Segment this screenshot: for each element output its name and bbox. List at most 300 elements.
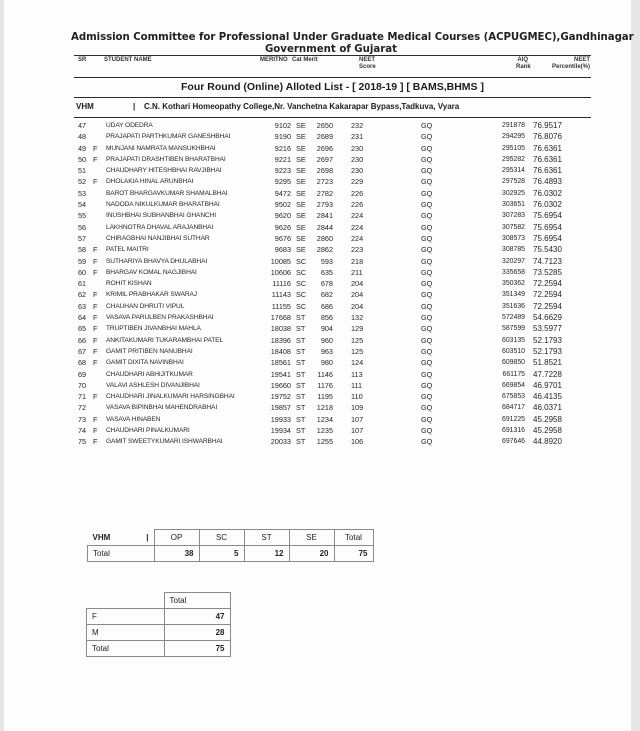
- serial-number: 63: [78, 301, 87, 311]
- gender-summary-table: [86, 592, 231, 657]
- serial-number: 69: [78, 369, 87, 379]
- category-merit: 593: [320, 256, 333, 266]
- neet-percentile: 54.6629: [533, 313, 562, 323]
- student-row: [74, 335, 591, 346]
- student-name: ANKITAKUMARI TUKARAMBHAI PATEL: [106, 336, 224, 344]
- neet-score: 223: [351, 245, 364, 255]
- category-value-st: 12: [244, 546, 289, 562]
- neet-percentile: 76.9517: [533, 121, 562, 130]
- col-sr: SR: [78, 57, 87, 63]
- neet-percentile: 53.5977: [533, 324, 562, 334]
- student-name: TRUPTIBEN JIVANBHAI MAHLA: [106, 325, 201, 333]
- serial-number: 57: [78, 233, 87, 243]
- category-merit: 904: [320, 324, 333, 334]
- student-row: [74, 301, 591, 312]
- neet-score: 224: [351, 222, 364, 232]
- student-name: NADODA NIKULKUMAR BHARATBHAI: [106, 201, 220, 209]
- student-row: [74, 244, 591, 255]
- neet-percentile: 52.1793: [533, 335, 562, 345]
- col-student-name: STUDENT NAME: [104, 57, 152, 63]
- neet-score: 211: [351, 267, 363, 277]
- student-name: ROHIT KISHAN: [106, 280, 152, 288]
- merit-number: 9472: [274, 188, 291, 198]
- quota: GQ: [421, 426, 433, 436]
- student-name: GAMIT DIXITA NAVINBHAI: [106, 359, 184, 367]
- gender-value: 28: [164, 625, 230, 641]
- student-row: [74, 165, 591, 176]
- category-merit: 2841: [316, 211, 333, 221]
- merit-number: 11155: [271, 301, 291, 311]
- quota: GQ: [421, 267, 433, 277]
- category: SE: [296, 177, 306, 187]
- header-title: Admission Committee for Professional Under Graduate Medical Courses (ACPUGMEC),Gandhinagar: [71, 32, 634, 43]
- aiq-rank: 691225: [502, 415, 525, 423]
- category-merit: 686: [320, 301, 333, 311]
- merit-number: 9626: [274, 222, 291, 232]
- gender-row-f: [87, 609, 231, 625]
- aiq-rank: 572489: [502, 314, 525, 322]
- category: ST: [296, 335, 306, 345]
- category-merit: 856: [320, 313, 333, 323]
- category-merit: 1218: [316, 403, 333, 413]
- gender-flag: F: [93, 177, 98, 187]
- category: SE: [296, 188, 306, 198]
- student-row: [74, 436, 591, 447]
- merit-number: 11143: [271, 290, 291, 300]
- serial-number: 65: [78, 324, 87, 334]
- neet-score: 124: [351, 358, 364, 368]
- student-row: [74, 425, 591, 436]
- gender-label: M: [87, 625, 165, 641]
- aiq-rank: 669854: [502, 381, 525, 389]
- student-row: [74, 323, 591, 334]
- gender-flag: F: [93, 335, 98, 345]
- quota: GQ: [421, 177, 433, 187]
- neet-percentile: 46.4135: [533, 392, 562, 402]
- category-header-st: ST: [244, 530, 289, 546]
- college-separator: |: [133, 102, 136, 111]
- category-header-se: SE: [289, 530, 334, 546]
- category-header-sc: SC: [199, 530, 244, 546]
- merit-number: 18561: [270, 358, 291, 368]
- neet-percentile: 76.8076: [533, 132, 562, 142]
- serial-number: 75: [78, 437, 87, 447]
- merit-number: 9223: [274, 166, 291, 176]
- aiq-rank: 351349: [502, 291, 525, 299]
- col-neet-score-l2: Score: [359, 64, 376, 70]
- merit-number: 18408: [270, 346, 291, 356]
- quota: GQ: [421, 143, 433, 153]
- gender-value: 47: [164, 609, 230, 625]
- category-merit: 1235: [316, 426, 333, 436]
- category-merit: 2862: [316, 245, 333, 255]
- serial-number: 50: [78, 154, 87, 164]
- merit-number: 19541: [270, 369, 291, 379]
- serial-number: 74: [78, 426, 87, 436]
- serial-number: 67: [78, 346, 87, 356]
- aiq-rank: 603510: [502, 347, 525, 355]
- col-aiq-rank: [516, 57, 531, 71]
- col-merit-no: MERITNO: [260, 57, 288, 63]
- category: ST: [296, 392, 306, 402]
- category-merit: 2689: [316, 132, 333, 142]
- neet-percentile: 74.7123: [533, 256, 562, 266]
- student-name: BHARGAV KOMAL NAGJIBHAI: [106, 268, 197, 276]
- merit-number: 18038: [270, 324, 291, 334]
- merit-number: 9295: [274, 177, 291, 187]
- student-row: [74, 380, 591, 391]
- student-name: VASAVA PARULBEN PRAKASHBHAI: [106, 314, 214, 322]
- category: ST: [296, 437, 306, 447]
- aiq-rank: 291878: [502, 122, 525, 129]
- gender-flag: F: [93, 245, 98, 255]
- quota: GQ: [421, 211, 433, 221]
- aiq-rank: 697646: [502, 438, 525, 446]
- student-row: [74, 256, 591, 267]
- student-name: VALAVI ASHLESH DIVANJIBHAI: [106, 381, 200, 389]
- student-name: CHAUDHARI PINALKUMARI: [106, 427, 190, 435]
- quota: GQ: [421, 166, 433, 176]
- neet-percentile: 52.1793: [533, 346, 562, 356]
- col-neet-pct-l1: NEET: [573, 57, 590, 63]
- category: SE: [296, 211, 306, 221]
- student-row: [74, 120, 591, 131]
- category-merit: 2793: [316, 200, 333, 210]
- category: SE: [296, 245, 306, 255]
- serial-number: 54: [78, 200, 87, 210]
- student-name: LAKHNOTRA DHAVAL ARAJANBHAI: [106, 223, 214, 231]
- quota: GQ: [421, 245, 433, 255]
- student-name: DHOLAKIA HINAL ARUNBHAI: [106, 178, 194, 186]
- aiq-rank: 303651: [502, 201, 525, 209]
- category-value-sc: 5: [199, 546, 244, 562]
- student-name: CHAUDHARI JINALKUMARI HARSINGBHAI: [106, 393, 235, 401]
- gender-summary-header-row: [87, 593, 231, 609]
- category: ST: [296, 313, 306, 323]
- neet-score: 218: [351, 256, 364, 266]
- student-name: PRAJAPATI DRASHTIBEN BHARATBHAI: [106, 155, 226, 163]
- col-aiq-rank-l2: Rank: [516, 64, 531, 70]
- quota: GQ: [421, 121, 433, 130]
- col-neet-percentile: [546, 57, 590, 71]
- student-row: [74, 233, 591, 244]
- quota: GQ: [421, 313, 433, 323]
- student-row: [74, 391, 591, 402]
- merit-number: 9620: [274, 211, 291, 221]
- aiq-rank: 609850: [502, 359, 525, 367]
- category: SC: [296, 290, 307, 300]
- student-row: [74, 176, 591, 187]
- serial-number: 61: [78, 279, 87, 289]
- category-value-total: 75: [334, 546, 373, 562]
- col-aiq-rank-l1: AIQ: [517, 57, 528, 63]
- category-merit: 2650: [316, 121, 333, 130]
- serial-number: 59: [78, 256, 87, 266]
- gender-label: Total: [87, 641, 165, 657]
- aiq-rank: 308785: [502, 246, 525, 254]
- merit-number: 9221: [274, 154, 291, 164]
- merit-number: 19752: [270, 392, 291, 402]
- category-merit: 2860: [316, 233, 333, 243]
- serial-number: 66: [78, 335, 87, 345]
- serial-number: 51: [78, 166, 87, 176]
- student-row: [74, 414, 591, 425]
- aiq-rank: 307283: [502, 212, 525, 220]
- neet-percentile: 45.2958: [533, 426, 562, 436]
- neet-percentile: 46.9701: [533, 380, 562, 390]
- neet-score: 230: [351, 143, 364, 153]
- category: ST: [296, 426, 306, 436]
- category-merit: 2844: [316, 222, 333, 232]
- student-name: VASAVA HINABEN: [106, 415, 161, 423]
- category-merit: 1234: [316, 414, 333, 424]
- gender-flag: F: [93, 290, 98, 300]
- student-name: GAMIT PRITIBEN NANUBHAI: [106, 347, 193, 355]
- category-merit: 2782: [316, 188, 333, 198]
- aiq-rank: 351636: [502, 302, 525, 310]
- neet-score: 132: [351, 313, 364, 323]
- category: SC: [296, 256, 307, 266]
- student-row: [74, 199, 591, 210]
- category: ST: [296, 324, 306, 334]
- student-row: [74, 267, 591, 278]
- document-header: [71, 32, 634, 56]
- serial-number: 47: [78, 121, 87, 130]
- quota: GQ: [421, 403, 433, 413]
- aiq-rank: 320297: [502, 257, 525, 265]
- aiq-rank: 684717: [502, 404, 525, 412]
- neet-percentile: 76.4893: [533, 177, 562, 187]
- neet-score: 226: [351, 188, 364, 198]
- category: SE: [296, 154, 306, 164]
- category-merit: 678: [320, 279, 333, 289]
- neet-score: 231: [351, 132, 364, 142]
- aiq-rank: 294295: [502, 133, 525, 141]
- gender-row-m: [87, 625, 231, 641]
- category: ST: [296, 358, 306, 368]
- quota: GQ: [421, 346, 433, 356]
- student-name: CHAUDHARY HITESHBHAI RAVJIBHAI: [106, 167, 222, 175]
- quota: GQ: [421, 154, 433, 164]
- document-page: [4, 0, 634, 731]
- aiq-rank: 335658: [502, 268, 525, 276]
- category: SE: [296, 143, 306, 153]
- quota: GQ: [421, 392, 433, 402]
- aiq-rank: 295314: [502, 167, 525, 175]
- serial-number: 56: [78, 222, 87, 232]
- neet-percentile: 75.6954: [533, 233, 562, 243]
- aiq-rank: 297528: [502, 178, 525, 186]
- student-name: MUNJANI NAMRATA MANSUKHBHAI: [106, 144, 216, 152]
- aiq-rank: 295105: [502, 144, 525, 152]
- neet-percentile: 47.7228: [533, 369, 562, 379]
- student-list: [74, 120, 591, 448]
- category: SC: [296, 279, 307, 289]
- student-row: [74, 188, 591, 199]
- student-row: [74, 131, 591, 142]
- aiq-rank: 350362: [502, 280, 525, 288]
- quota: GQ: [421, 335, 433, 345]
- student-row: [74, 210, 591, 221]
- category-header-total: Total: [334, 530, 373, 546]
- category-merit: 960: [320, 335, 333, 345]
- category-merit: 963: [320, 346, 333, 356]
- neet-score: 232: [351, 121, 364, 130]
- student-name: BAROT BHARGAVKUMAR SHAMALBHAI: [106, 189, 228, 197]
- serial-number: 52: [78, 177, 87, 187]
- student-name: CHIRAGBHAI NANJIBHAI SUTHAR: [106, 234, 210, 242]
- neet-score: 230: [351, 166, 364, 176]
- serial-number: 62: [78, 290, 87, 300]
- student-row: [74, 289, 591, 300]
- neet-percentile: 76.6361: [533, 154, 562, 164]
- aiq-rank: 691316: [502, 427, 525, 435]
- neet-percentile: 72.2594: [533, 301, 562, 311]
- neet-score: 125: [351, 346, 364, 356]
- category: SE: [296, 200, 306, 210]
- gender-summary-header: Total: [164, 593, 230, 609]
- quota: GQ: [421, 188, 433, 198]
- merit-number: 19934: [270, 426, 291, 436]
- neet-score: 107: [351, 426, 364, 436]
- neet-percentile: 75.6954: [533, 222, 562, 232]
- category-summary-header-row: [88, 530, 374, 546]
- category-merit: 2697: [316, 154, 333, 164]
- serial-number: 71: [78, 392, 87, 402]
- gender-flag: F: [93, 256, 98, 266]
- category: SE: [296, 233, 306, 243]
- student-row: [74, 278, 591, 289]
- serial-number: 49: [78, 143, 87, 153]
- merit-number: 19857: [270, 403, 291, 413]
- category-merit: 2696: [316, 143, 333, 153]
- neet-score: 110: [351, 392, 363, 402]
- neet-percentile: 76.0302: [533, 200, 562, 210]
- quota: GQ: [421, 200, 433, 210]
- quota: GQ: [421, 437, 433, 447]
- category-merit: 682: [320, 290, 333, 300]
- gender-flag: F: [93, 414, 98, 424]
- gender-flag: F: [93, 437, 98, 447]
- serial-number: 68: [78, 358, 87, 368]
- col-cat-merit: Cat Merit: [292, 57, 318, 63]
- merit-number: 19933: [270, 414, 291, 424]
- gender-flag: F: [93, 301, 98, 311]
- header-subtitle: Government of Gujarat: [264, 44, 398, 55]
- neet-percentile: 46.0371: [533, 403, 562, 413]
- student-name: PATEL MAITRI: [106, 246, 149, 254]
- gender-flag: F: [93, 358, 98, 368]
- neet-percentile: 72.2594: [533, 290, 562, 300]
- student-row: [74, 369, 591, 380]
- category-value-se: 20: [289, 546, 334, 562]
- neet-percentile: 51.8521: [533, 358, 562, 368]
- category: ST: [296, 380, 306, 390]
- student-row: [74, 312, 591, 323]
- merit-number: 9216: [274, 143, 291, 153]
- student-name: UDAY ODEDRA: [106, 122, 153, 129]
- neet-score: 224: [351, 233, 364, 243]
- round-title-rule: [74, 97, 591, 98]
- neet-percentile: 76.6361: [533, 166, 562, 176]
- quota: GQ: [421, 233, 433, 243]
- category-code-text: VHM: [92, 532, 111, 542]
- college-code: VHM: [76, 102, 94, 111]
- aiq-rank: 302925: [502, 189, 525, 197]
- category-merit: 1146: [317, 369, 333, 379]
- serial-number: 58: [78, 245, 87, 255]
- merit-number: 10085: [270, 256, 291, 266]
- neet-score: 111: [351, 380, 363, 390]
- neet-score: 106: [351, 437, 364, 447]
- quota: GQ: [421, 324, 433, 334]
- aiq-rank: 661175: [502, 370, 525, 378]
- neet-percentile: 44.8920: [533, 437, 562, 447]
- neet-percentile: 75.6954: [533, 211, 562, 221]
- col-neet-score-l1: NEET: [359, 57, 376, 63]
- neet-score: 204: [351, 301, 364, 311]
- category: SC: [296, 301, 307, 311]
- neet-score: 224: [351, 211, 364, 221]
- merit-number: 9676: [274, 233, 291, 243]
- neet-score: 125: [351, 335, 364, 345]
- category: SE: [296, 222, 306, 232]
- neet-score: 226: [351, 200, 364, 210]
- merit-number: 19660: [270, 380, 291, 390]
- col-neet-score: [359, 57, 376, 71]
- merit-number: 20033: [270, 437, 291, 447]
- merit-number: 9190: [274, 132, 291, 142]
- neet-percentile: 73.5285: [533, 267, 562, 277]
- aiq-rank: 295282: [502, 155, 525, 163]
- aiq-rank: 308573: [502, 234, 525, 242]
- neet-score: 113: [351, 369, 363, 379]
- merit-number: 9502: [274, 200, 291, 210]
- serial-number: 60: [78, 267, 87, 277]
- quota: GQ: [421, 358, 433, 368]
- category: ST: [296, 346, 306, 356]
- aiq-rank: 675853: [502, 393, 525, 401]
- gender-flag: F: [93, 426, 98, 436]
- neet-score: 204: [351, 279, 364, 289]
- merit-number: 11116: [272, 279, 291, 289]
- quota: GQ: [421, 256, 433, 266]
- round-title: Four Round (Online) Alloted List - [ 2018-19 ] [ BAMS,BHMS ]: [181, 81, 484, 93]
- serial-number: 53: [78, 188, 87, 198]
- quota: GQ: [421, 279, 433, 289]
- category: SE: [296, 132, 306, 142]
- category-summary-total-row: [88, 546, 374, 562]
- col-neet-pct-l2: Percentile(%): [551, 64, 590, 70]
- serial-number: 55: [78, 211, 87, 221]
- neet-percentile: 76.6361: [533, 143, 562, 153]
- category-merit: 1255: [316, 437, 333, 447]
- quota: GQ: [421, 301, 433, 311]
- category: SE: [296, 166, 306, 176]
- merit-number: 17668: [270, 313, 291, 323]
- category: ST: [296, 403, 306, 413]
- student-name: CHAUHAN DHRUTI VIPUL: [106, 302, 185, 310]
- gender-value: 75: [164, 641, 230, 657]
- student-row: [74, 222, 591, 233]
- gender-summary-corner: [87, 593, 165, 609]
- student-row: [74, 402, 591, 413]
- student-name: INUSHBHAI SUBHANBHAI GHANCHI: [106, 212, 217, 220]
- neet-score: 107: [351, 414, 364, 424]
- category-summary-code: [88, 530, 155, 546]
- gender-row-total: [87, 641, 231, 657]
- gender-flag: F: [93, 267, 98, 277]
